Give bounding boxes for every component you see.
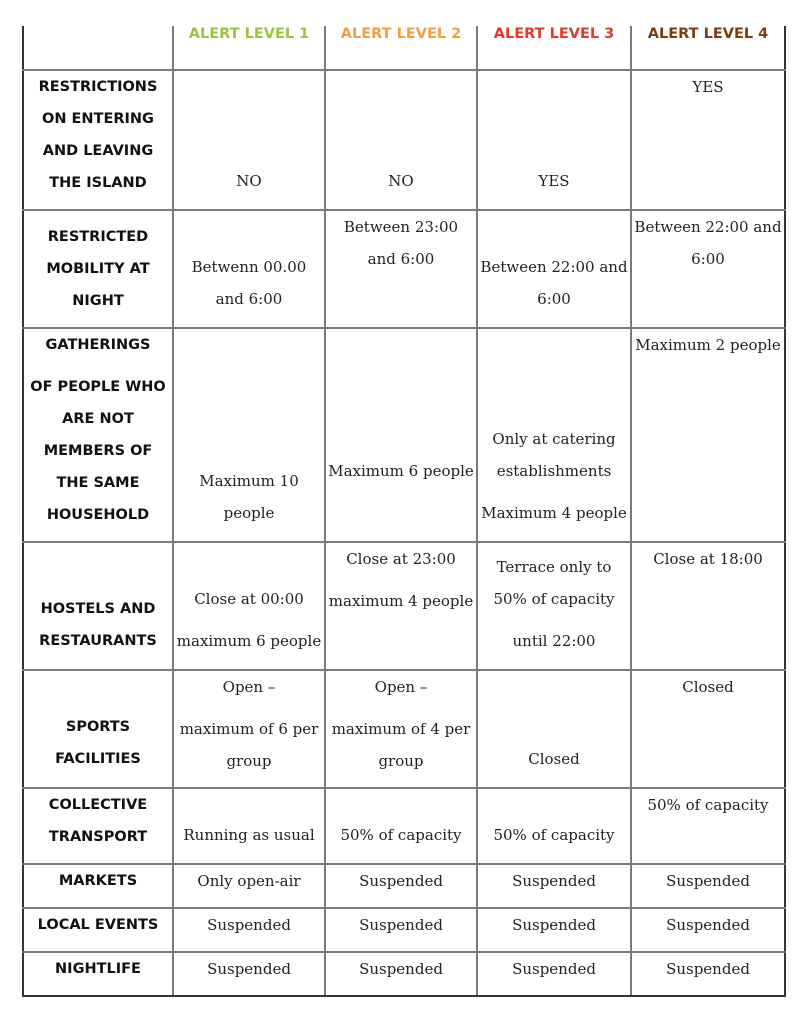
- markets-level-1: Only open-air: [173, 864, 325, 908]
- hostels-level-2-line-1: Close at 23:00: [346, 550, 456, 568]
- sports-level-2-line-2: maximum of 4 per group: [331, 720, 471, 770]
- hostels-level-1-line-2: maximum 6 people: [176, 632, 322, 650]
- gatherings-level-3-line-1: Only at catering establishments: [492, 430, 616, 480]
- row-label-sports: SPORTS FACILITIES: [23, 670, 173, 788]
- hostels-level-1: [173, 542, 325, 670]
- sports-level-1-line-2: maximum of 6 per group: [179, 720, 319, 770]
- gatherings-label-line-1: GATHERINGS: [45, 337, 151, 353]
- markets-level-4: Suspended: [631, 864, 785, 908]
- table-row: [23, 864, 785, 908]
- row-label-hostels: HOSTELS AND RESTAURANTS: [23, 542, 173, 670]
- events-level-1: Suspended: [173, 908, 325, 952]
- table-row: [23, 210, 785, 328]
- transport-level-3: 50% of capacity: [477, 788, 631, 864]
- row-label-gatherings: [23, 328, 173, 542]
- alert-level-3-header: ALERT LEVEL 3: [477, 26, 631, 70]
- header-empty-cell: [23, 26, 173, 70]
- gatherings-level-1: Maximum 10 people: [173, 328, 325, 542]
- row-label-local-events: LOCAL EVENTS: [23, 908, 173, 952]
- table-row: [23, 670, 785, 788]
- row-label-markets: MARKETS: [23, 864, 173, 908]
- hostels-level-2: [325, 542, 477, 670]
- sports-level-4: Closed: [631, 670, 785, 788]
- sports-level-1: [173, 670, 325, 788]
- table-row: [23, 328, 785, 542]
- hostels-level-2-line-2: maximum 4 people: [328, 592, 474, 610]
- gatherings-level-4: Maximum 2 people: [631, 328, 785, 542]
- hostels-level-4: Close at 18:00: [631, 542, 785, 670]
- nightlife-level-2: Suspended: [325, 952, 477, 996]
- nightlife-level-1: Suspended: [173, 952, 325, 996]
- sports-level-1-line-1: Open –: [222, 678, 276, 696]
- nightlife-level-3: Suspended: [477, 952, 631, 996]
- table-row: [23, 542, 785, 670]
- hostels-level-3-line-1: Terrace only to 50% of capacity: [493, 558, 615, 608]
- transport-level-4: 50% of capacity: [631, 788, 785, 864]
- header-row: [23, 26, 785, 70]
- gatherings-level-3: [477, 328, 631, 542]
- alert-levels-table: [22, 26, 786, 997]
- restrictions-level-2: NO: [325, 70, 477, 210]
- restrictions-level-4: YES: [631, 70, 785, 210]
- events-level-4: Suspended: [631, 908, 785, 952]
- alert-level-1-header: ALERT LEVEL 1: [173, 26, 325, 70]
- row-label-mobility: RESTRICTED MOBILITY AT NIGHT: [23, 210, 173, 328]
- gatherings-label-line-2: OF PEOPLE WHO ARE NOT MEMBERS OF THE SAME HOUSEHOLD: [30, 379, 166, 523]
- sports-level-2: [325, 670, 477, 788]
- markets-level-3: Suspended: [477, 864, 631, 908]
- transport-level-2: 50% of capacity: [325, 788, 477, 864]
- row-label-transport: COLLECTIVE TRANSPORT: [23, 788, 173, 864]
- hostels-level-3-line-2: until 22:00: [512, 632, 596, 650]
- table-row: [23, 952, 785, 996]
- row-label-nightlife: NIGHTLIFE: [23, 952, 173, 996]
- restrictions-level-1: NO: [173, 70, 325, 210]
- table-row: [23, 788, 785, 864]
- events-level-3: Suspended: [477, 908, 631, 952]
- markets-level-2: Suspended: [325, 864, 477, 908]
- gatherings-level-2: Maximum 6 people: [325, 328, 477, 542]
- sports-level-2-line-1: Open –: [374, 678, 428, 696]
- table-row: [23, 70, 785, 210]
- mobility-level-2: Between 23:00 and 6:00: [325, 210, 477, 328]
- events-level-2: Suspended: [325, 908, 477, 952]
- mobility-level-4: Between 22:00 and 6:00: [631, 210, 785, 328]
- hostels-level-1-line-1: Close at 00:00: [194, 590, 304, 608]
- alert-level-4-header: ALERT LEVEL 4: [631, 26, 785, 70]
- mobility-level-1: Betwenn 00.00 and 6:00: [173, 210, 325, 328]
- row-label-restrictions: RESTRICTIONS ON ENTERING AND LEAVING THE ISLAND: [23, 70, 173, 210]
- restrictions-level-3: YES: [477, 70, 631, 210]
- sports-level-3: Closed: [477, 670, 631, 788]
- mobility-level-3: Between 22:00 and 6:00: [477, 210, 631, 328]
- transport-level-1: Running as usual: [173, 788, 325, 864]
- table-row: [23, 908, 785, 952]
- alert-level-2-header: ALERT LEVEL 2: [325, 26, 477, 70]
- nightlife-level-4: Suspended: [631, 952, 785, 996]
- gatherings-level-3-line-2: Maximum 4 people: [481, 504, 627, 522]
- hostels-level-3: [477, 542, 631, 670]
